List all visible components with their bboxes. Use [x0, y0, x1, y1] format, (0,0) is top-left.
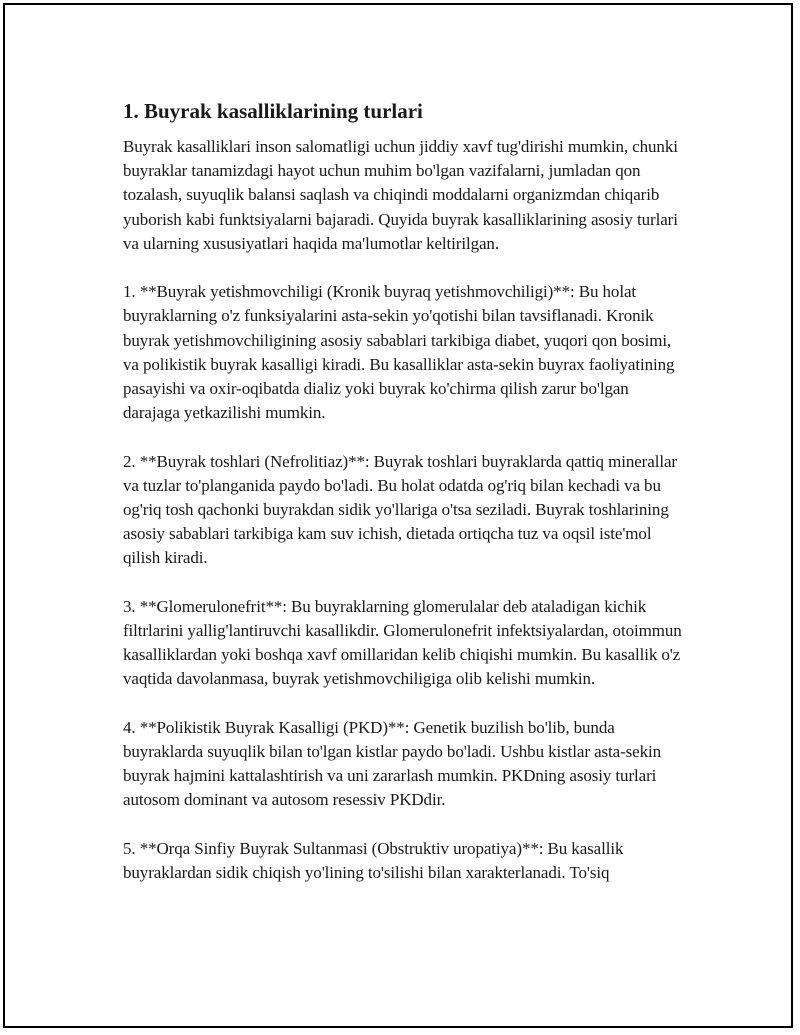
- intro-paragraph: Buyrak kasalliklari inson salomatligi uchun jiddiy xavf tug'dirishi mumkin, chunki buyraklar tanamizdagi hayot uchun muhim bo'lgan vazifalarni, jumladan qon tozalash, suyuqlik balansi saqlash va chiqindi moddalarni organizmdan chiqarib yuborish kabi funktsiyalarni bajaradi. Quyida buyrak kasalliklarining asosiy turlari va ularning xususiyatlari haqida ma'lumotlar keltirilgan.: [123, 137, 678, 253]
- paragraph-kidney-failure: 1. **Buyrak yetishmovchiligi (Kronik buyraq yetishmovchiligi)**: Bu holat buyraklarning o'z funksiyalarini asta-sekin yo'qotishi bilan tavsiflanadi. Kronik buyrak yetishmovchiligining asosiy sabablari tarkibiga diabet, yuqori qon bosimi, va polikistik buyrak kasalligi kiradi. Bu kasalliklar asta-sekin buyrax faoliyatining pasayishi va oxir-oqibatda dializ yoki buyrak ko'chirma qilish zarur bo'lgan darajaga yetkazilishi mumkin.: [123, 282, 675, 423]
- document-body: [123, 97, 689, 909]
- paragraph-glomerulonephritis: 3. **Glomerulonefrit**: Bu buyraklarning glomerulalar deb ataladigan kichik filtrlarini yallig'lantiruvchi kasallikdir. Glomerulonefrit infektsiyalardan, otoimmun kasalliklardan yoki boshqa xavf omillaridan kelib chiqishi mumkin. Bu kasallik o'z vaqtida davolanmasa, buyrak yetishmovchiligiga olib kelishi mumkin.: [123, 596, 682, 689]
- paragraph-kidney-stones: 2. **Buyrak toshlari (Nefrolitiaz)**: Buyrak toshlari buyraklarda qattiq minerallar va tuzlar to'planganida paydo bo'ladi. Bu holat odatda og'riq bilan kechadi va bu og'riq tosh qachonki buyrakdan sidik yo'llariga o'tsa seziladi. Buyrak toshlarining asosiy sabablari tarkibiga kam suv ichish, dietada ortiqcha tuz va oqsil iste'mol qilish kiradi.: [123, 451, 677, 568]
- paragraph-obstructive-uropathy: 5. **Orqa Sinfiy Buyrak Sultanmasi (Obstruktiv uropatiya)**: Bu kasallik buyraklardan sidik chiqish yo'lining to'silishi bilan xarakterlanadi. To'siq: [123, 838, 624, 883]
- paragraph-polycystic-kidney: 4. **Polikistik Buyrak Kasalligi (PKD)**: Genetik buzilish bo'lib, bunda buyraklarda suyuqlik bilan to'lgan kistlar paydo bo'ladi. Ushbu kistlar asta-sekin buyrak hajmini kattalashtirish va uni zararlash mumkin. PKDning asosiy turlari autosom dominant va autosom resessiv PKDdir.: [123, 717, 662, 810]
- page-frame: [3, 3, 793, 1028]
- section-heading: 1. Buyrak kasalliklarining turlari: [123, 99, 423, 123]
